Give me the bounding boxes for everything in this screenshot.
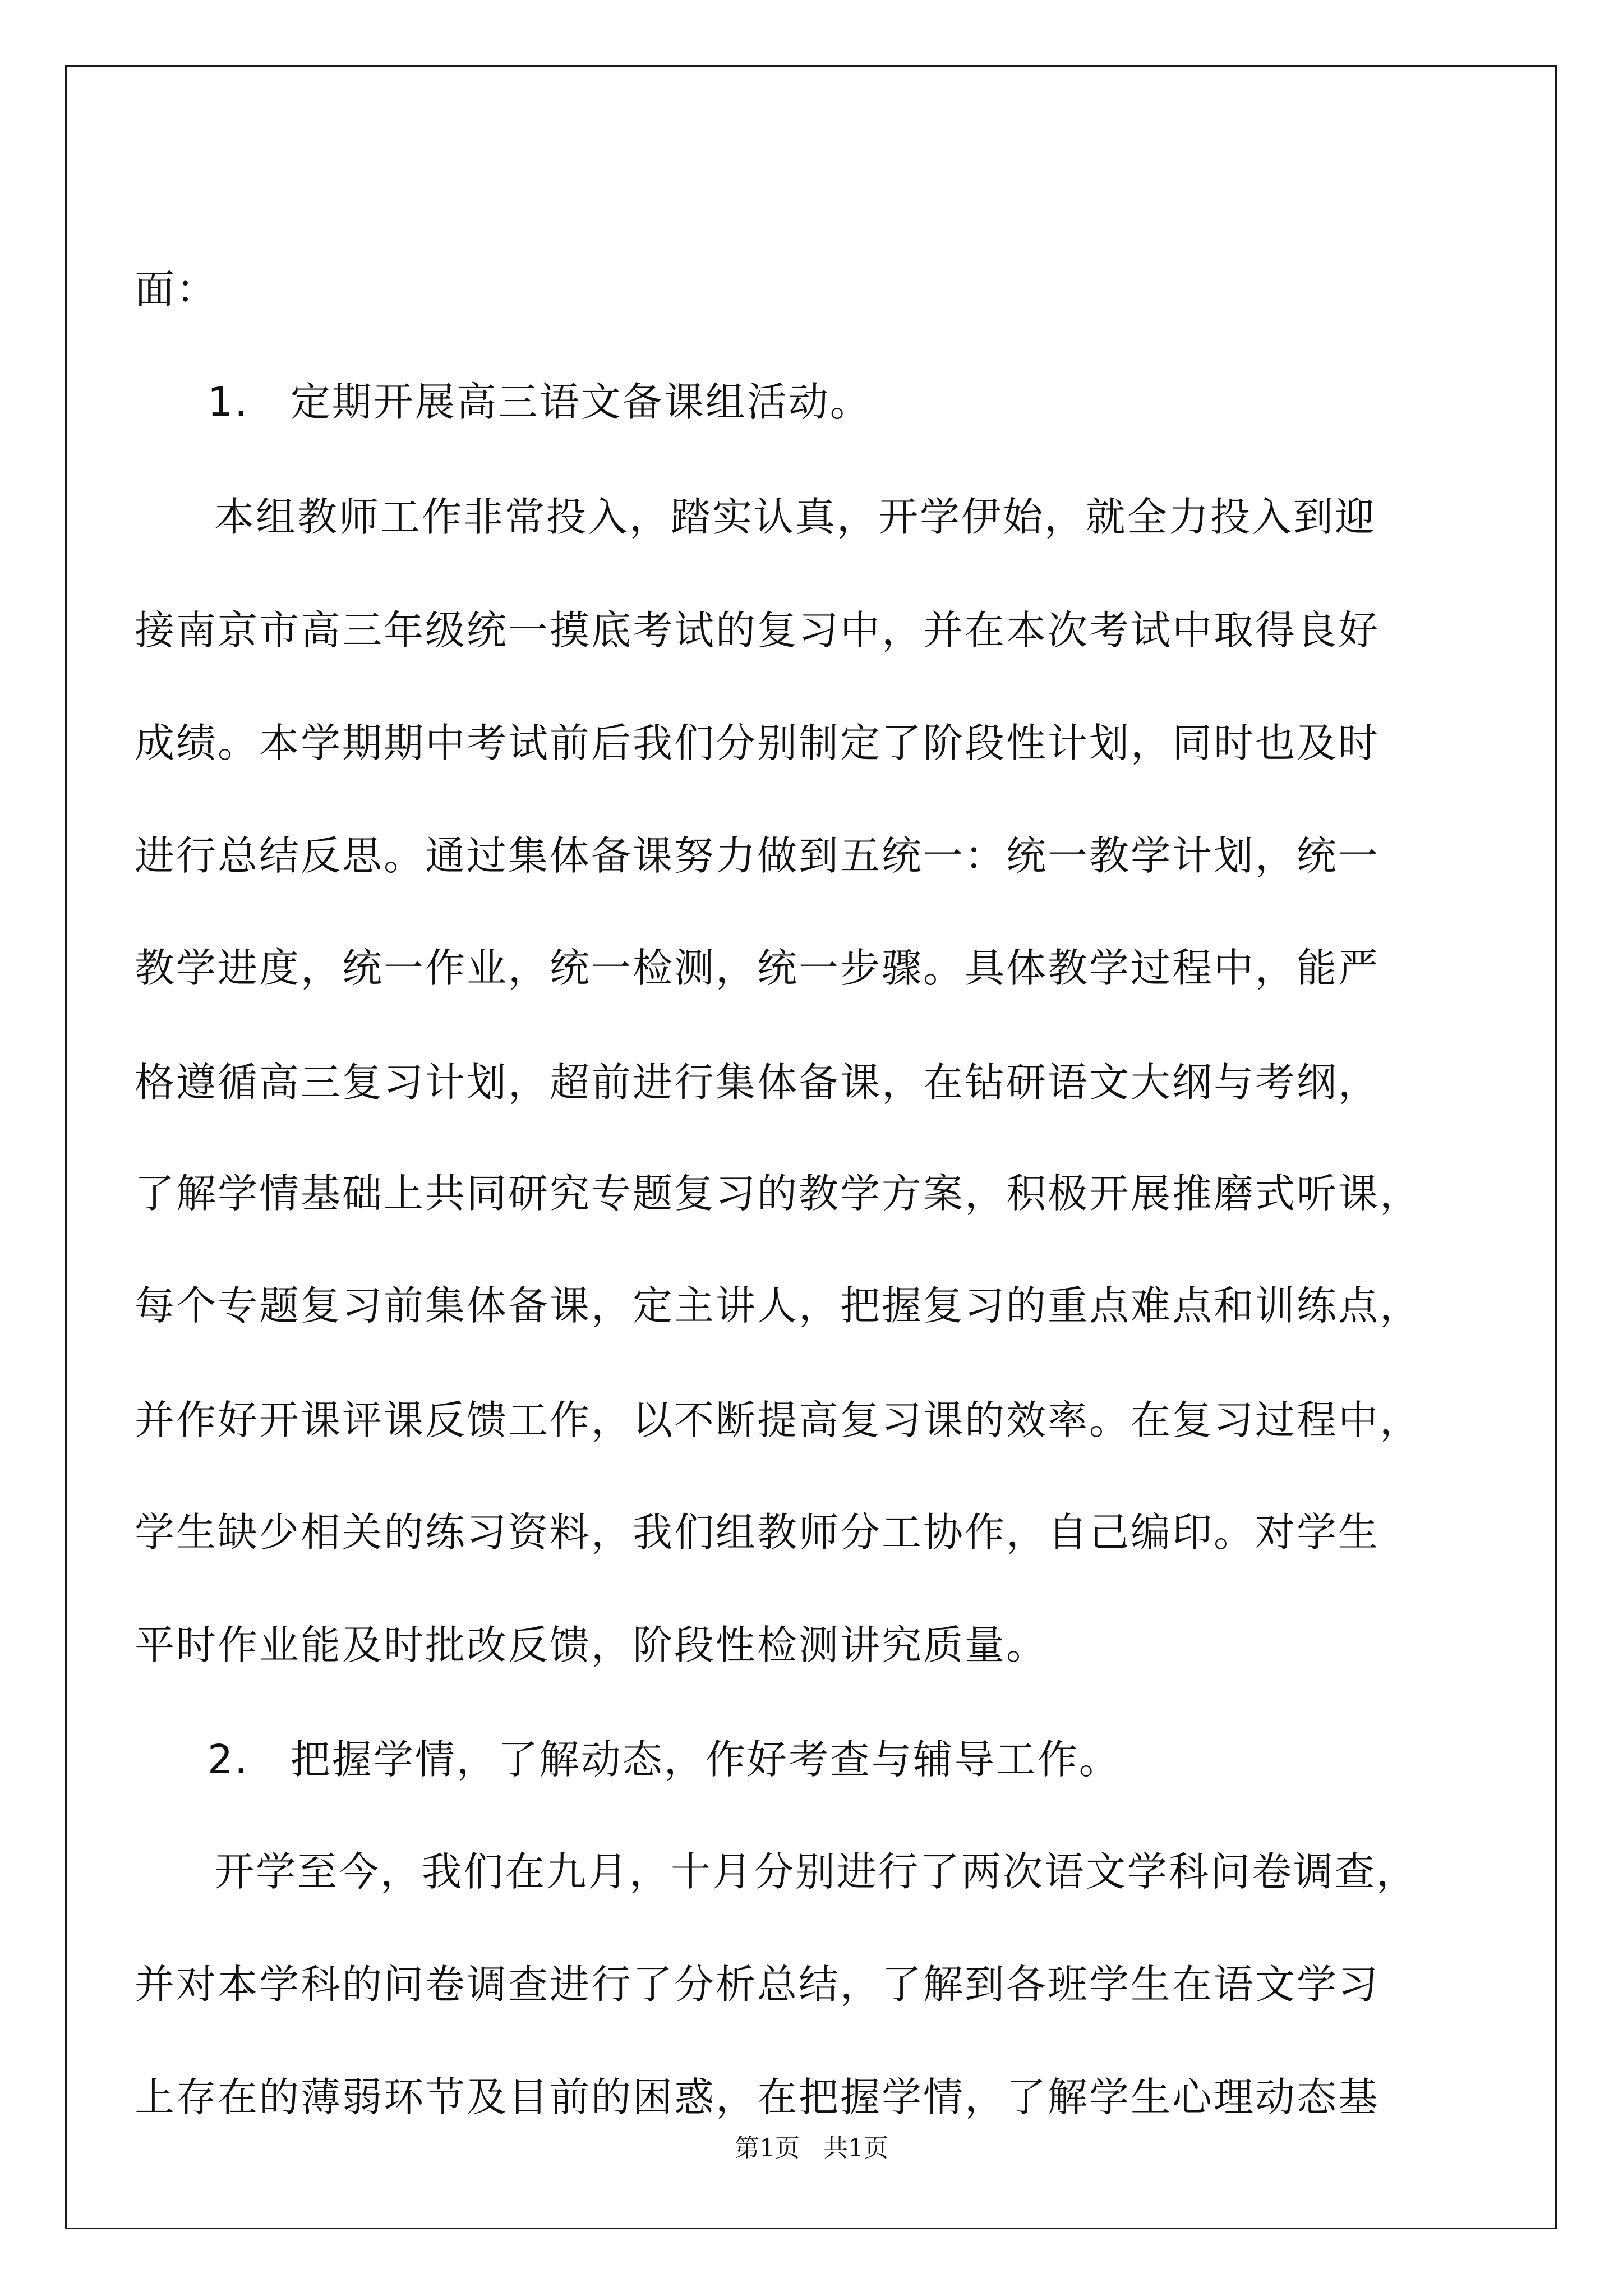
text-line: 每个专题复习前集体备课，定主讲人，把握复习的重点难点和训练点， [135,1282,1422,1329]
text-line: 教学进度，统一作业，统一检测，统一步骤。具体教学过程中，能严 [135,945,1380,991]
text-line: 进行总结反思。通过集体备课努力做到五统一：统一教学计划，统一 [135,832,1380,879]
text-line: 成绩。本学期期中考试前后我们分别制定了阶段性计划，同时也及时 [135,720,1380,766]
text-line: 平时作业能及时批改反馈，阶段性检测讲究质量。 [135,1622,1048,1668]
section-heading: 2. 把握学情，了解动态，作好考查与辅导工作。 [208,1736,1121,1783]
text-line: 学生缺少相关的练习资料，我们组教师分工协作，自己编印。对学生 [135,1509,1380,1556]
text-line: 了解学情基础上共同研究专题复习的教学方案，积极开展推磨式听课， [135,1170,1422,1217]
text-line: 上存在的薄弱环节及目前的困惑，在把握学情，了解学生心理动态基 [135,2074,1380,2120]
paragraph-first-line: 本组教师工作非常投入，踏实认真，开学伊始，就全力投入到迎 [214,494,1377,540]
text-line: 格遵循高三复习计划，超前进行集体备课，在钻研语文大纲与考纲， [135,1059,1380,1106]
text-line: 接南京市高三年级统一摸底考试的复习中，并在本次考试中取得良好 [135,607,1380,654]
paragraph-first-line: 开学至今，我们在九月，十月分别进行了两次语文学科问卷调查， [214,1848,1418,1895]
page-total: 共1页 [823,2134,888,2162]
text-line: 面： [135,266,218,312]
page-number: 第1页 [735,2134,800,2162]
text-line: 并作好开课评课反馈工作，以不断提高复习课的效率。在复习过程中， [135,1397,1422,1443]
section-heading: 1. 定期开展高三语文备课组活动。 [208,379,872,425]
page-footer [0,2132,1623,2165]
text-line: 并对本学科的问卷调查进行了分析总结，了解到各班学生在语文学习 [135,1961,1380,2008]
